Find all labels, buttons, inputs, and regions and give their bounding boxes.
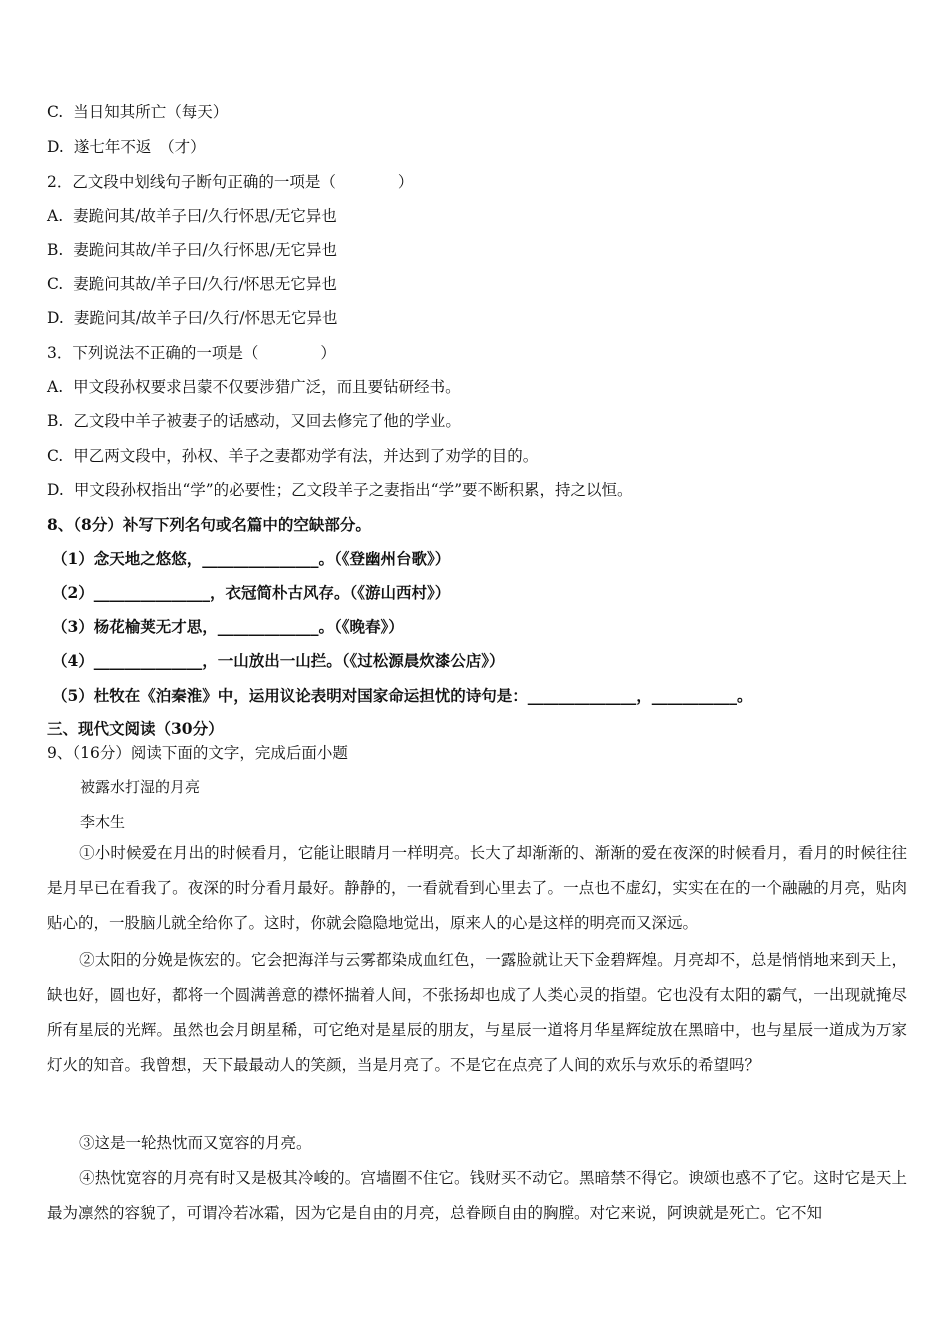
q9-stem: 9、（16分）阅读下面的文字，完成后面小题 xyxy=(47,744,348,762)
q2-option-c: C. 妻跪问其故/羊子曰/久行/怀思无它异也 xyxy=(47,275,337,293)
q8-stem: 8、（8分）补写下列名句或名篇中的空缺部分。 xyxy=(47,515,371,534)
passage-title: 被露水打湿的月亮 xyxy=(80,778,201,796)
q1-option-c: C. 当日知其所亡（每天） xyxy=(47,103,229,121)
passage-paragraph-3: ③这是一轮热忱而又宽容的月亮。 xyxy=(79,1134,312,1152)
section-heading: 三、现代文阅读（30分） xyxy=(47,719,224,738)
passage-paragraph-4: ④热忱宽容的月亮有时又是极其冷峻的。宫墙圈不住它。钱财买不动它。黑暗禁不得它。谀颂也惑不了它。这时它是天上最为凛然的容貌了，可谓冷若冰霜，因为它是自由的月亮，总眷顾自由的胸膛。对它来说，阿谀就是死亡。它不知 xyxy=(47,1169,907,1222)
q2-option-d: D. 妻跪问其/故羊子曰/久行/怀思无它异也 xyxy=(47,309,338,327)
q3-option-b: B. 乙文段中羊子被妻子的话感动，又回去修完了他的学业。 xyxy=(47,412,461,430)
q8-item-1: （1）念天地之悠悠，_______________。（《登幽州台歌》） xyxy=(52,549,451,568)
q3-option-c: C. 甲乙两文段中，孙权、羊子之妻都劝学有法，并达到了劝学的目的。 xyxy=(47,447,539,465)
q8-item-5: （5）杜牧在《泊秦淮》中，运用议论表明对国家命运担忧的诗句是：______________，___________。 xyxy=(52,686,753,705)
q2-option-b: B. 妻跪问其故/羊子曰/久行怀思/无它异也 xyxy=(47,241,337,259)
q3-stem: 3．下列说法不正确的一项是（ ） xyxy=(47,344,336,362)
q2-option-a: A. 妻跪问其/故羊子曰/久行怀思/无它异也 xyxy=(47,207,337,225)
q1-option-d: D. 遂七年不返 （才） xyxy=(47,138,206,156)
q2-stem: 2．乙文段中划线句子断句正确的一项是（ ） xyxy=(47,173,414,191)
q3-option-a: A. 甲文段孙权要求吕蒙不仅要涉猎广泛，而且要钻研经书。 xyxy=(47,378,461,396)
passage-author: 李木生 xyxy=(80,813,126,831)
passage-paragraph-2: ②太阳的分娩是恢宏的。它会把海洋与云雾都染成血红色，一露脸就让天下金碧辉煌。月亮却不，总是悄悄地来到天上，缺也好，圆也好，都将一个圆满善意的襟怀揣着人间，不张扬却也成了人类心灵的指望。它也没有太阳的霸气，一出现就掩尽所有星辰的光辉。虽然也会月朗星稀，可它绝对是星辰的朋友，与星辰一道将月华星辉绽放在黑暗中，也与星辰一道成为万家灯火的知音。我曾想，天下最最动人的笑颜，当是月亮了。不是它在点亮了人间的欢乐与欢乐的希望吗？ xyxy=(47,951,907,1074)
q8-item-3: （3）杨花榆荚无才思，_____________。（《晚春》） xyxy=(52,617,404,636)
q8-item-2: （2）_______________，衣冠简朴古风存。（《游山西村》） xyxy=(52,583,451,602)
passage-paragraph-1: ①小时候爱在月出的时候看月，它能让眼睛月一样明亮。长大了却渐渐的、渐渐的爱在夜深的时候看月，看月的时候往往是月早已在看我了。夜深的时分看月最好。静静的，一看就看到心里去了。一点也不虚幻，实实在在的一个融融的月亮，贴肉贴心的，一股脑儿就全给你了。这时，你就会隐隐地觉出，原来人的心是这样的明亮而又深远。 xyxy=(47,844,907,932)
q3-option-d: D. 甲文段孙权指出“学”的必要性；乙文段羊子之妻指出“学”要不断积累，持之以恒。 xyxy=(47,481,633,499)
q8-item-4: （4）______________，一山放出一山拦。（《过松源晨炊漆公店》） xyxy=(52,651,505,670)
